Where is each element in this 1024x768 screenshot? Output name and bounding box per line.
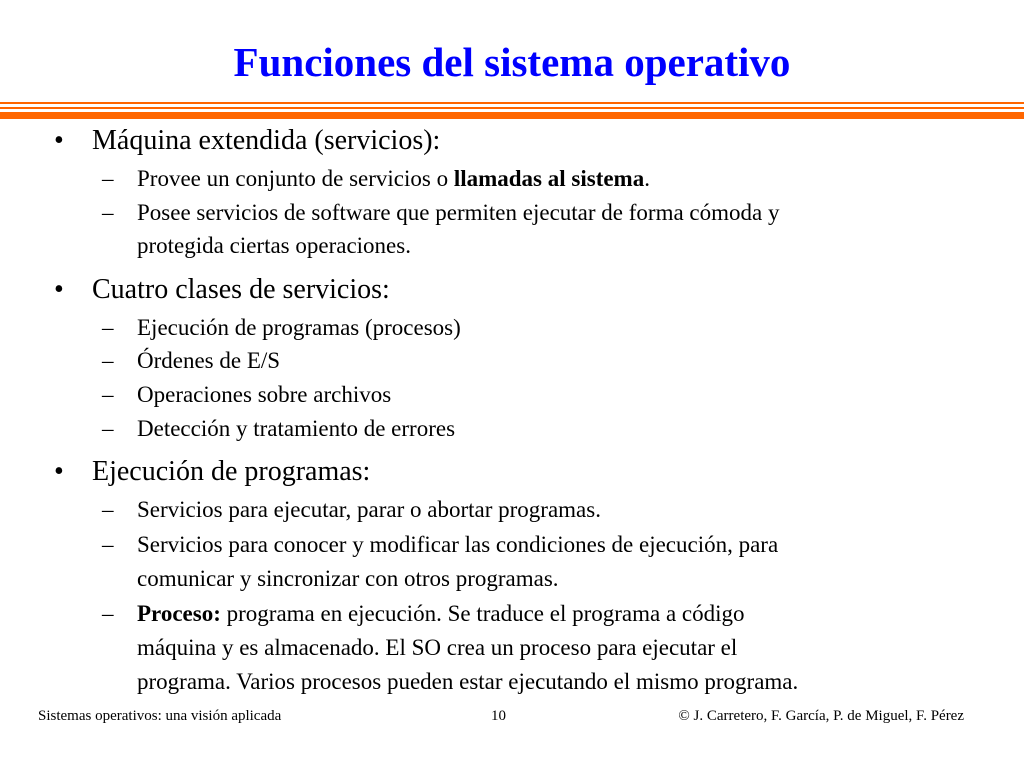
bullet-cuatro-clases (54, 273, 390, 307)
bullet-dot: • (54, 274, 64, 305)
footer-page-number: 10 (491, 708, 506, 724)
sub-item-proceso-cont-1: máquina y es almacenado. El SO crea un proceso para ejecutar el (137, 635, 738, 660)
bullet-heading: Máquina extendida (servicios): (92, 125, 441, 156)
title-rule-thin-top (0, 102, 1024, 104)
sub-item-deteccion-errores (102, 414, 455, 443)
sub-item-bold: Proceso: (137, 601, 221, 626)
footer-book-title: Sistemas operativos: una visión aplicada (38, 708, 282, 724)
title-rule-thick (0, 112, 1024, 119)
dash-marker: – (102, 532, 114, 557)
sub-item-text: Órdenes de E/S (137, 348, 281, 373)
sub-item-text: Ejecución de programas (procesos) (137, 315, 461, 340)
bullet-heading: Cuatro clases de servicios: (92, 274, 390, 305)
bullet-ejecucion-programas (54, 455, 370, 489)
sub-item-bold: llamadas al sistema (453, 166, 645, 191)
sub-item-text: programa en ejecución. Se traduce el programa a código (220, 601, 745, 626)
bullet-dot: • (54, 125, 64, 156)
sub-item-text: Provee un conjunto de servicios o (137, 166, 454, 191)
bullet-maquina-extendida (54, 124, 440, 158)
dash-marker: – (102, 416, 114, 441)
sub-item-proceso-cont-2: programa. Varios procesos pueden estar ejecutando el mismo programa. (137, 669, 799, 694)
dash-marker: – (102, 315, 114, 340)
sub-item-text: Servicios para conocer y modificar las condiciones de ejecución, para (137, 532, 779, 557)
sub-item-text: Operaciones sobre archivos (137, 382, 392, 407)
footer-copyright: © J. Carretero, F. García, P. de Miguel, F. Pérez (678, 708, 964, 724)
dash-marker: – (102, 200, 114, 225)
slide-title: Funciones del sistema operativo (233, 39, 791, 85)
dash-marker: – (102, 348, 114, 373)
sub-item-posee-cont: protegida ciertas operaciones. (137, 233, 411, 258)
bullet-heading: Ejecución de programas: (92, 456, 371, 487)
dash-marker: – (102, 382, 114, 407)
bullet-dot: • (54, 456, 64, 487)
title-rule-thin-middle (0, 107, 1024, 109)
sub-item-proceso (102, 599, 745, 628)
dash-marker: – (102, 601, 114, 626)
sub-item-text-end: . (644, 166, 650, 191)
sub-item-text: Detección y tratamiento de errores (137, 416, 456, 441)
sub-item-text: Posee servicios de software que permiten ejecutar de forma cómoda y (137, 200, 780, 225)
sub-item-servicios-conocer-cont: comunicar y sincronizar con otros programas. (137, 566, 559, 591)
dash-marker: – (102, 497, 114, 522)
sub-item-posee (102, 198, 779, 227)
sub-item-text: Servicios para ejecutar, parar o abortar programas. (137, 497, 601, 522)
sub-item-provee (102, 164, 650, 193)
sub-item-ejecucion-programas (102, 313, 461, 342)
sub-item-operaciones-archivos (102, 380, 391, 409)
sub-item-servicios-ejecutar (102, 495, 601, 524)
sub-item-servicios-conocer (102, 530, 778, 559)
sub-item-ordenes-es (102, 346, 280, 375)
dash-marker: – (102, 166, 114, 191)
